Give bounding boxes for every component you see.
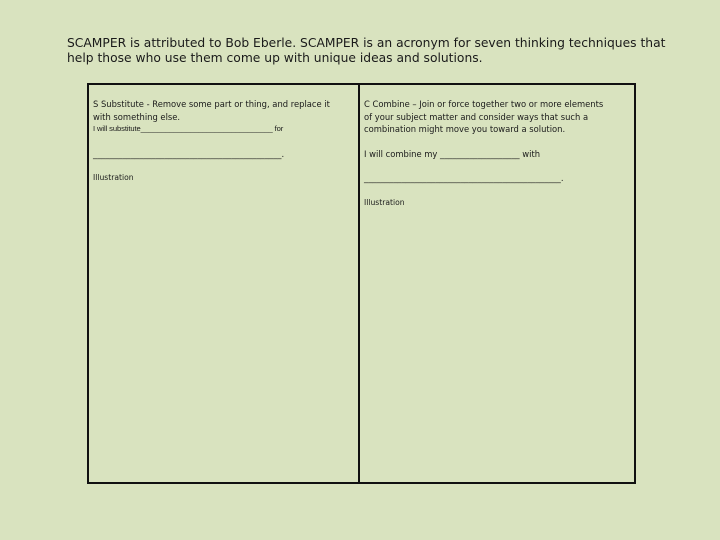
substitute-heading-line-1: S Substitute - Remove some part or thing, and replace it [93,99,330,109]
combine-illustration-label: Illustration [364,197,405,207]
substitute-blank-line: _____________________________________________. [93,148,285,159]
intro-line-2: help those who use them come up with unique ideas and solutions. [67,50,483,65]
substitute-cell [89,85,360,482]
intro-line-1: SCAMPER is attributed to Bob Eberle. SCAMPER is an acronym for seven thinking techniques that [67,36,666,50]
intro-text [67,36,667,65]
substitute-heading [93,98,354,123]
substitute-heading-line-2: with something else. [93,111,181,122]
combine-prompt: I will combine my ___________________ with [364,148,541,159]
combine-cell [360,85,634,482]
substitute-prompt: I will substitute________________________________ for [93,124,284,133]
combine-heading-line-1: C Combine – Join or force together two or more elements [364,99,604,109]
combine-heading [364,98,630,136]
combine-heading-line-2: of your subject matter and consider ways that such a [364,111,589,122]
substitute-illustration-label: Illustration [93,173,134,182]
combine-blank-line: _______________________________________________. [364,173,564,183]
combine-heading-line-3: combination might move you toward a solution. [364,124,566,134]
scamper-table [87,83,636,484]
